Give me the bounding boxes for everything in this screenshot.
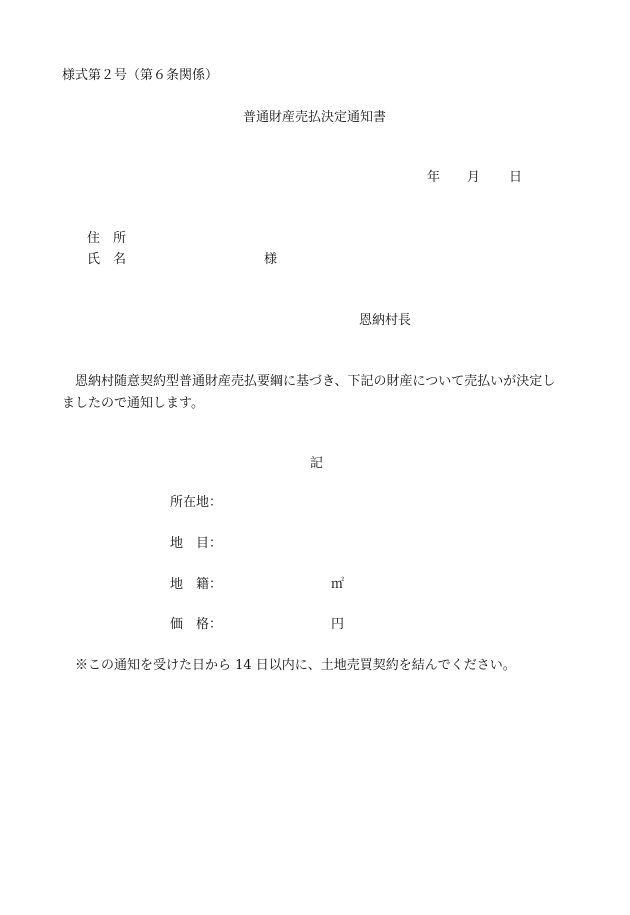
- date-year-label: 年: [427, 170, 441, 185]
- item-price-unit: 円: [331, 617, 345, 632]
- document-title: 普通財産売払決定通知書: [243, 110, 387, 125]
- deadline-note: ※この通知を受けた日から 14 日以内に、土地売買契約を結んでください。: [75, 658, 516, 673]
- body-line-2: ましたので通知します。: [62, 396, 204, 411]
- item-land-category-label: 地 目：: [170, 536, 223, 551]
- form-number: 様式第２号（第６条関係）: [62, 68, 219, 83]
- ki-heading: 記: [310, 456, 324, 471]
- recipient-address-label: 住 所: [87, 231, 127, 246]
- recipient-honorific: 様: [264, 252, 278, 267]
- recipient-name-label: 氏 名: [87, 252, 127, 267]
- date-month-label: 月: [467, 170, 481, 185]
- item-area-label: 地 籍：: [170, 577, 223, 592]
- item-location-label: 所在地：: [170, 495, 223, 510]
- sender-name: 恩納村長: [359, 313, 412, 328]
- item-price-label: 価 格：: [170, 617, 223, 632]
- item-area-unit: ㎡: [331, 577, 345, 592]
- body-line-1: 恩納村随意契約型普通財産売払要綱に基づき、下記の財産について売払いが決定し: [62, 374, 556, 389]
- date-day-label: 日: [509, 170, 523, 185]
